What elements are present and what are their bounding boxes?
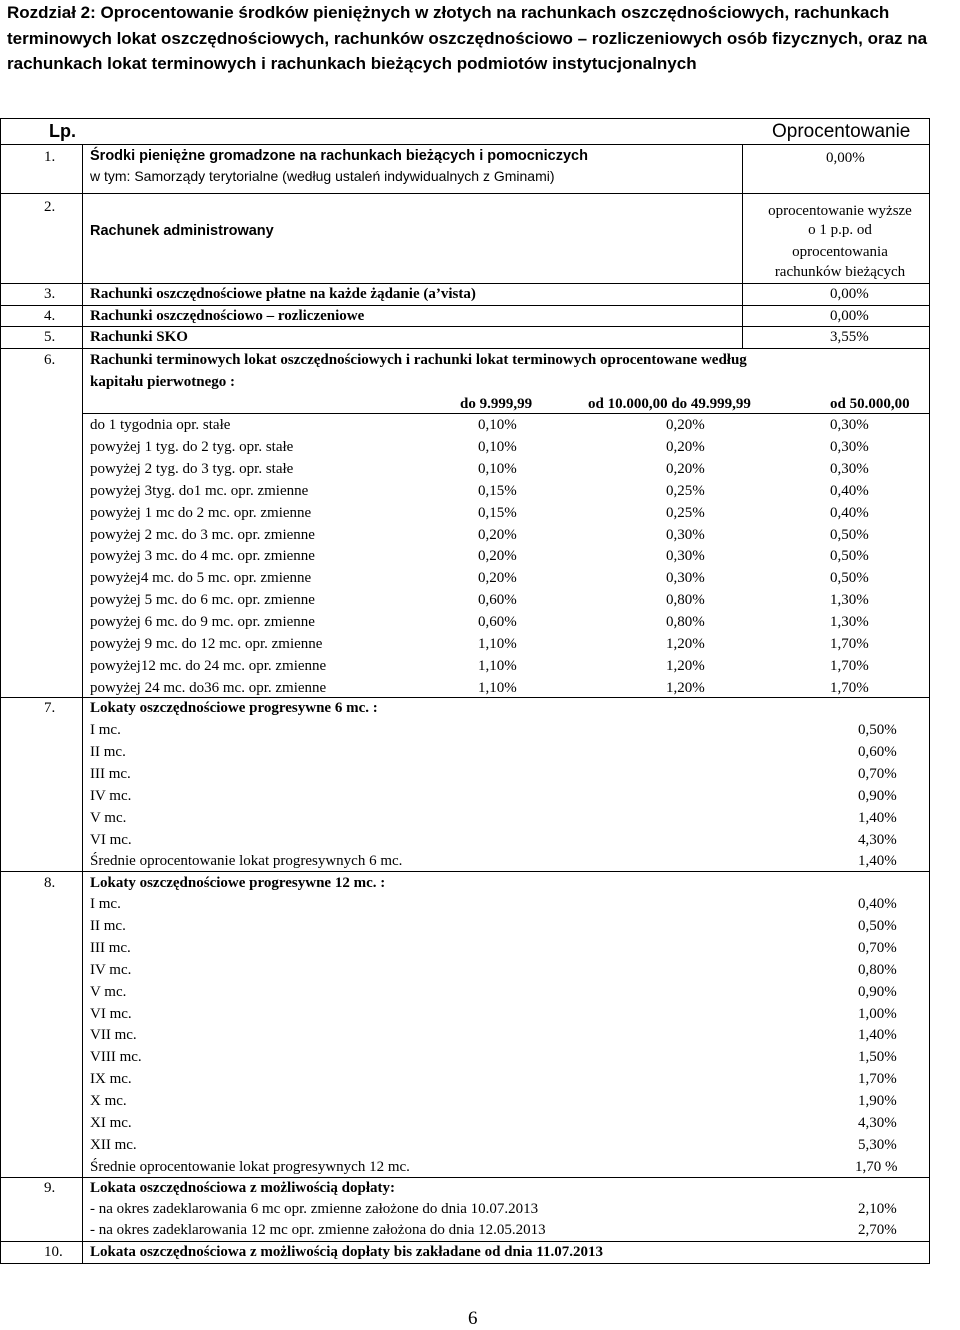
row-title: Rachunek administrowany: [90, 223, 274, 239]
term-rate: 0,30%: [666, 548, 705, 565]
row-subtitle: w tym: Samorządy terytorialne (według ustaleń indywidualnych z Gminami): [90, 168, 555, 184]
rate-value: 1,70 %: [855, 1158, 898, 1175]
term-label: powyżej12 mc. do 24 mc. opr. zmienne: [90, 657, 327, 674]
rule: [0, 305, 930, 306]
rate-note: rachunków bieżących: [774, 264, 906, 280]
rate-value: 0,50%: [858, 722, 897, 738]
term-rate: 0,30%: [666, 526, 705, 543]
row-number: 10.: [44, 1244, 63, 1260]
rate-value: 0,00%: [830, 308, 869, 324]
term-rate: 0,20%: [666, 438, 705, 455]
row-number: 4.: [44, 308, 56, 324]
term-rate: 0,80%: [666, 592, 705, 609]
term-rate: 0,30%: [830, 460, 869, 477]
rate-header: Oprocentowanie: [772, 121, 911, 142]
month-label: IV mc.: [90, 961, 132, 978]
rate-value: 0,90%: [858, 983, 897, 1000]
term-rate: 0,25%: [666, 504, 705, 521]
month-label: I mc.: [90, 896, 121, 912]
rate-value: 5,30%: [858, 1136, 897, 1153]
month-label: X mc.: [90, 1093, 127, 1110]
month-label: III mc.: [90, 939, 131, 956]
rate-value: 1,40%: [858, 809, 897, 826]
rate-value: 4,30%: [858, 1115, 897, 1131]
row-number: 7.: [44, 700, 56, 716]
row-title: Rachunki SKO: [90, 329, 188, 345]
page-number: 6: [468, 1308, 478, 1329]
term-rate: 0,15%: [478, 504, 517, 521]
term-rate: 0,20%: [478, 570, 517, 587]
term-label: powyżej 2 mc. do 3 mc. opr. zmienne: [90, 526, 315, 543]
term-rate: 0,25%: [666, 482, 705, 499]
month-label: VI mc.: [90, 831, 132, 848]
row-title: Lokaty oszczędnościowe progresywne 6 mc. :: [90, 700, 378, 716]
row-title: Rachunki oszczędnościowo – rozliczeniowe: [90, 308, 365, 324]
amount-column-header: do 9.999,99: [460, 396, 533, 412]
rule: [0, 193, 930, 194]
term-rate: 0,40%: [830, 482, 869, 499]
term-rate: 0,40%: [830, 504, 869, 521]
average-label: Średnie oprocentowanie lokat progresywnych 6 mc.: [90, 853, 403, 870]
term-rate: 0,10%: [478, 438, 517, 455]
term-rate: 0,10%: [478, 460, 517, 477]
row-title: Lokata oszczędnościowa z możliwością dopłaty:: [90, 1180, 395, 1196]
rule: [82, 413, 930, 414]
month-label: I mc.: [90, 722, 121, 738]
term-rate: 1,30%: [830, 592, 869, 609]
row-number: 5.: [44, 329, 56, 345]
rate-value: 1,40%: [858, 853, 897, 870]
term-label: powyżej 2 tyg. do 3 tyg. opr. stałe: [90, 460, 294, 477]
term-rate: 0,50%: [830, 570, 869, 587]
lp-header: Lp.: [49, 121, 76, 141]
term-rate: 0,30%: [666, 570, 705, 587]
rule: [0, 144, 930, 145]
term-rate: 1,20%: [666, 679, 705, 696]
term-rate: 1,70%: [830, 636, 869, 652]
rate-value: 0,40%: [858, 896, 897, 912]
month-label: XII mc.: [90, 1136, 137, 1153]
term-rate: 0,20%: [666, 460, 705, 477]
rate-value: 1,50%: [858, 1049, 897, 1066]
rate-value: 4,30%: [858, 831, 897, 848]
term-rate: 0,50%: [830, 548, 869, 565]
term-rate: 0,30%: [830, 417, 869, 433]
row-number: 6.: [44, 352, 56, 368]
rate-value: 1,00%: [858, 1005, 897, 1022]
rate-value: 0,90%: [858, 787, 897, 804]
rule: [0, 348, 930, 349]
term-rate: 1,70%: [830, 679, 869, 696]
rate-value: 1,40%: [858, 1027, 897, 1044]
row-number: 9.: [44, 1180, 56, 1196]
month-label: II mc.: [90, 743, 126, 760]
rate-value: 2,10%: [858, 1201, 897, 1217]
term-label: powyżej 1 mc do 2 mc. opr. zmienne: [90, 504, 312, 521]
month-label: VIII mc.: [90, 1049, 142, 1066]
rate-value: 0,00%: [826, 150, 865, 166]
row-number: 3.: [44, 286, 56, 302]
row-number: 2.: [44, 199, 56, 215]
term-rate: 0,60%: [478, 592, 517, 609]
row-title: Środki pieniężne gromadzone na rachunkach bieżących i pomocniczych: [90, 148, 588, 164]
amount-column-header: od 10.000,00 do 49.999,99: [588, 396, 751, 412]
rate-value: 0,70%: [858, 939, 897, 956]
rate-value: 1,70%: [858, 1071, 897, 1088]
chapter-heading: Rozdział 2: Oprocentowanie środków pieniężnych w złotych na rachunkach oszczędnościowych, rachunkach terminowych lokat oszczędnościowych, rachunków oszczędnościowo – rozliczeniowych osób fizycznych, oraz na rachunkach lokat terminowych i rachunkach bieżących podmiotów instytucjonalnych: [7, 3, 928, 73]
term-label: powyżej 9 mc. do 12 mc. opr. zmienne: [90, 636, 323, 652]
term-label: powyżej 3tyg. do1 mc. opr. zmienne: [90, 482, 309, 499]
column-divider: [82, 144, 83, 1264]
term-rate: 0,30%: [830, 438, 869, 455]
rate-value: 0,80%: [858, 961, 897, 978]
row-title: Rachunki oszczędnościowe płatne na każde żądanie (a’vista): [90, 286, 476, 302]
rate-value: 0,60%: [858, 743, 897, 760]
term-label: powyżej 24 mc. do36 mc. opr. zmienne: [90, 679, 327, 696]
month-label: V mc.: [90, 809, 127, 826]
row-number: 1.: [44, 149, 56, 165]
rate-value: 3,55%: [830, 329, 869, 345]
term-label: do 1 tygodnia opr. stałe: [90, 417, 231, 433]
term-rate: 1,10%: [478, 679, 517, 696]
month-label: VII mc.: [90, 1027, 137, 1044]
rate-note: oprocentowania: [792, 244, 888, 260]
average-label: Średnie oprocentowanie lokat progresywnych 12 mc.: [90, 1158, 410, 1175]
month-label: IX mc.: [90, 1071, 132, 1088]
rule: [0, 1177, 930, 1178]
deposit-line: - na okres zadeklarowania 12 mc opr. zmienne założona do dnia 12.05.2013: [90, 1222, 546, 1238]
term-rate: 1,10%: [478, 636, 517, 652]
rate-value: 0,00%: [830, 286, 869, 302]
term-rate: 0,50%: [830, 526, 869, 543]
term-rate: 1,20%: [666, 657, 705, 674]
term-label: powyżej 5 mc. do 6 mc. opr. zmienne: [90, 592, 315, 609]
term-label: powyżej 3 mc. do 4 mc. opr. zmienne: [90, 548, 315, 565]
term-rate: 0,10%: [478, 417, 517, 433]
row-title: Rachunki terminowych lokat oszczędnościowych i rachunki lokat terminowych oprocentowane według: [90, 352, 747, 368]
deposit-line: - na okres zadeklarowania 6 mc opr. zmienne założone do dnia 10.07.2013: [90, 1201, 539, 1217]
month-label: V mc.: [90, 983, 127, 1000]
term-rate: 0,60%: [478, 614, 517, 631]
rate-value: 0,70%: [858, 765, 897, 782]
amount-column-header: od 50.000,00: [830, 396, 910, 412]
rule: [0, 326, 930, 327]
rate-note: o 1 p.p. od: [808, 222, 872, 238]
month-label: II mc.: [90, 917, 126, 934]
term-rate: 0,20%: [478, 548, 517, 565]
term-rate: 1,20%: [666, 636, 705, 652]
rate-value: 2,70%: [858, 1222, 897, 1238]
term-rate: 1,30%: [830, 614, 869, 631]
term-rate: 1,70%: [830, 657, 869, 674]
term-rate: 0,20%: [478, 526, 517, 543]
row-number: 8.: [44, 875, 56, 891]
column-divider: [742, 144, 743, 348]
month-label: XI mc.: [90, 1115, 132, 1131]
row-title: kapitału pierwotnego :: [90, 374, 236, 390]
rule: [0, 283, 930, 284]
term-rate: 1,10%: [478, 657, 517, 674]
term-rate: 0,20%: [666, 417, 705, 433]
month-label: VI mc.: [90, 1005, 132, 1022]
term-rate: 0,80%: [666, 614, 705, 631]
rate-value: 1,90%: [858, 1093, 897, 1110]
rate-note: oprocentowanie wyższe: [768, 203, 912, 219]
month-label: III mc.: [90, 765, 131, 782]
row-title: Lokaty oszczędnościowe progresywne 12 mc. :: [90, 875, 386, 891]
term-label: powyżej4 mc. do 5 mc. opr. zmienne: [90, 570, 312, 587]
rule: [0, 1241, 930, 1242]
row-title: Lokata oszczędnościowa z możliwością dopłaty bis zakładane od dnia 11.07.2013: [90, 1244, 603, 1260]
term-rate: 0,15%: [478, 482, 517, 499]
term-label: powyżej 1 tyg. do 2 tyg. opr. stałe: [90, 438, 294, 455]
rate-value: 0,50%: [858, 917, 897, 934]
term-label: powyżej 6 mc. do 9 mc. opr. zmienne: [90, 614, 315, 631]
month-label: IV mc.: [90, 787, 132, 804]
